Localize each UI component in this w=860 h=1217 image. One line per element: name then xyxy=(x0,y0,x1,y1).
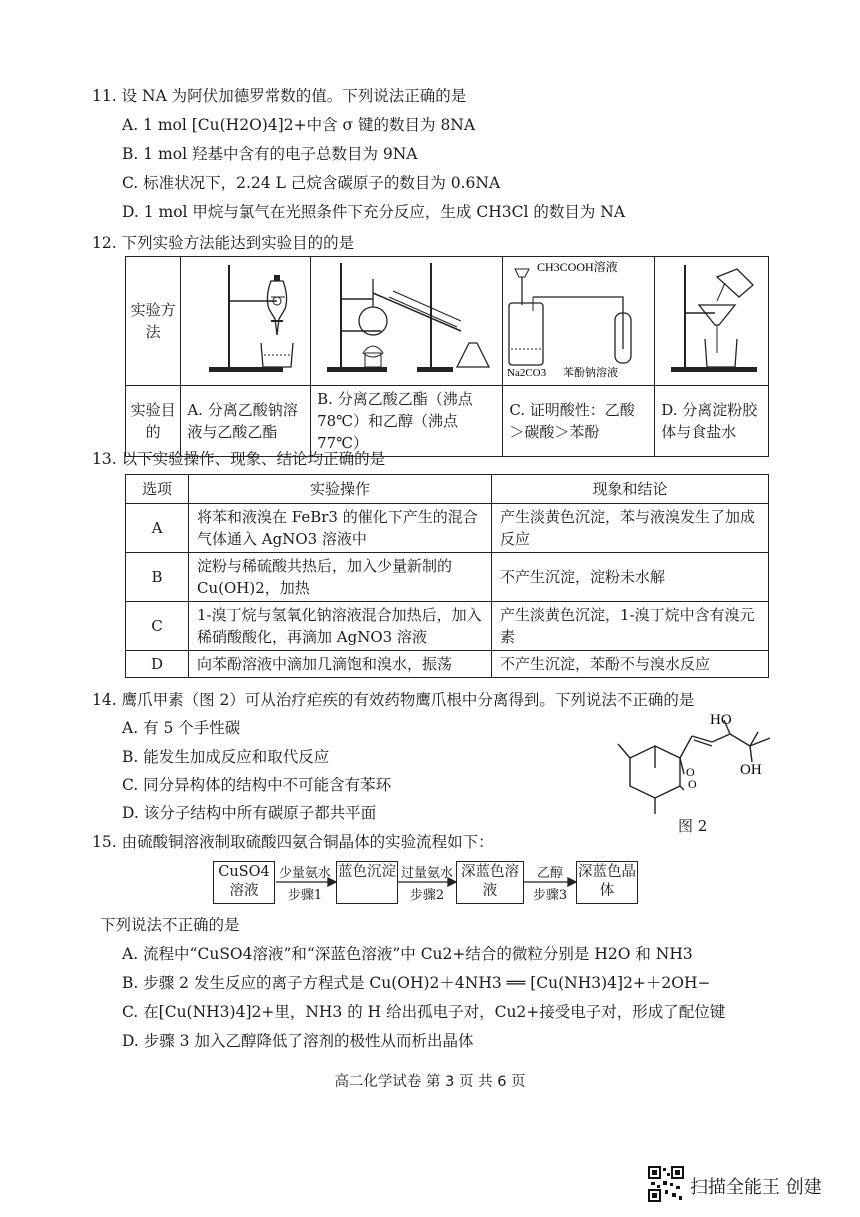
figure-caption: 图 2 xyxy=(678,817,708,835)
q13-row-result: 不产生沉淀，苯酚不与溴水反应 xyxy=(492,651,769,678)
q12-table xyxy=(125,256,769,457)
fig-label-ho: HO xyxy=(710,712,732,728)
q13-row-result: 产生淡黄色沉淀，苯与液溴发生了加成反应 xyxy=(492,504,769,553)
flow-box-blue-precipitate: 蓝色沉淀 xyxy=(336,861,398,904)
svg-text:O: O xyxy=(686,765,695,779)
label-acetic-acid: CH3COOH溶液 xyxy=(537,260,619,274)
q13-row-option: A xyxy=(126,504,189,553)
apparatus-a-separatory-funnel xyxy=(181,257,311,386)
q12-purpose-c: C. 证明酸性：乙酸＞碳酸＞苯酚 xyxy=(503,386,655,457)
q14-stem: 14. 鹰爪甲素（图 2）可从治疗疟疾的有效药物鹰爪根中分离得到。下列说法不正确的是 xyxy=(92,691,695,709)
arrow3-step: 步骤3 xyxy=(532,888,568,903)
arrow2-step: 步骤2 xyxy=(409,888,445,903)
q14-option-b: B. 能发生加成反应和取代反应 xyxy=(122,748,330,766)
q13-header-result: 现象和结论 xyxy=(492,475,769,504)
arrow1-step: 步骤1 xyxy=(287,888,323,903)
fig-label-oh: OH xyxy=(740,762,762,778)
svg-text:O: O xyxy=(688,777,697,791)
q11-option-a: A. 1 mol [Cu(H2O)4]2+中含 σ 键的数目为 8NA xyxy=(122,116,476,134)
apparatus-d-filtration xyxy=(655,257,769,386)
arrow3-reagent: 乙醇 xyxy=(536,866,563,881)
label-sodium-carbonate: Na2CO3 xyxy=(507,367,547,379)
flow-box-dark-blue-solution: 深蓝色溶液 xyxy=(456,861,524,904)
q14-option-a: A. 有 5 个手性碳 xyxy=(122,719,241,737)
table-row xyxy=(126,553,769,602)
label-sodium-phenoxide: 苯酚钠溶液 xyxy=(563,367,619,379)
q13-table xyxy=(125,474,769,678)
qr-code-icon xyxy=(648,1166,684,1202)
flow-box-dark-blue-crystal: 深蓝色晶体 xyxy=(576,861,638,904)
q13-row-operation: 1-溴丁烷与氢氧化钠溶液混合加热后，加入稀硝酸酸化，再滴加 AgNO3 溶液 xyxy=(189,602,492,651)
q15-option-a: A. 流程中“CuSO4溶液”和“深蓝色溶液”中 Cu2+结合的微粒分别是 H2O 和 NH3 xyxy=(122,945,693,963)
flow-box-cuso4: CuSO4溶液 xyxy=(213,861,275,904)
q13-row-option: B xyxy=(126,553,189,602)
q14-option-c: C. 同分异构体的结构中不可能含有苯环 xyxy=(122,776,392,794)
q13-row-operation: 将苯和液溴在 FeBr3 的催化下产生的混合气体通入 AgNO3 溶液中 xyxy=(189,504,492,553)
scanner-watermark: 扫描全能王 创建 xyxy=(690,1177,822,1198)
q12-method-label: 实验方法 xyxy=(126,257,181,386)
q13-row-option: C xyxy=(126,602,189,651)
q13-row-result: 产生淡黄色沉淀，1-溴丁烷中含有溴元素 xyxy=(492,602,769,651)
q15-option-b: B. 步骤 2 发生反应的离子方程式是 Cu(OH)2＋4NH3 ══ [Cu(NH3)4]2+＋2OH− xyxy=(122,974,711,992)
q12-purpose-b: B. 分离乙酸乙酯（沸点78℃）和乙醇（沸点 77℃） xyxy=(311,386,503,457)
table-row xyxy=(126,504,769,553)
apparatus-c-acidity xyxy=(503,257,655,386)
q13-header-option: 选项 xyxy=(126,475,189,504)
arrow1-reagent: 少量氨水 xyxy=(278,866,331,881)
q13-row-result: 不产生沉淀，淀粉未水解 xyxy=(492,553,769,602)
q11-option-c: C. 标准状况下，2.24 L 己烷含碳原子的数目为 0.6NA xyxy=(122,174,501,192)
q11-option-b: B. 1 mol 羟基中含有的电子总数目为 9NA xyxy=(122,145,418,163)
page-footer: 高二化学试卷 第 3 页 共 6 页 xyxy=(334,1074,526,1090)
q11-stem: 11. 设 NA 为阿伏加德罗常数的值。下列说法正确的是 xyxy=(92,87,467,105)
table-row xyxy=(126,602,769,651)
q13-row-operation: 淀粉与稀硫酸共热后，加入少量新制的 Cu(OH)2，加热 xyxy=(189,553,492,602)
q14-option-d: D. 该分子结构中所有碳原子都共平面 xyxy=(122,804,377,822)
q12-purpose-a: A. 分离乙酸钠溶液与乙酸乙酯 xyxy=(181,386,311,457)
table-row xyxy=(126,651,769,678)
q15-stem: 15. 由硫酸铜溶液制取硫酸四氨合铜晶体的实验流程如下： xyxy=(92,833,494,851)
q15-substem: 下列说法不正确的是 xyxy=(100,916,240,934)
q13-header-operation: 实验操作 xyxy=(189,475,492,504)
q13-row-operation: 向苯酚溶液中滴加几滴饱和溴水，振荡 xyxy=(189,651,492,678)
q15-option-c: C. 在[Cu(NH3)4]2+里，NH3 的 H 给出孤电子对，Cu2+接受电子对，形成了配位键 xyxy=(122,1003,726,1021)
q11-option-d: D. 1 mol 甲烷与氯气在光照条件下充分反应，生成 CH3Cl 的数目为 NA xyxy=(122,203,626,221)
apparatus-b-distillation xyxy=(311,257,503,386)
q15-option-d: D. 步骤 3 加入乙醇降低了溶剂的极性从而析出晶体 xyxy=(122,1032,474,1050)
q12-purpose-label: 实验目的 xyxy=(126,386,181,457)
arrow2-reagent: 过量氨水 xyxy=(400,866,453,881)
q12-stem: 12. 下列实验方法能达到实验目的的是 xyxy=(92,234,355,252)
q13-row-option: D xyxy=(126,651,189,678)
q13-stem: 13. 以下实验操作、现象、结论均正确的是 xyxy=(92,450,386,468)
q12-purpose-d: D. 分离淀粉胶体与食盐水 xyxy=(655,386,769,457)
